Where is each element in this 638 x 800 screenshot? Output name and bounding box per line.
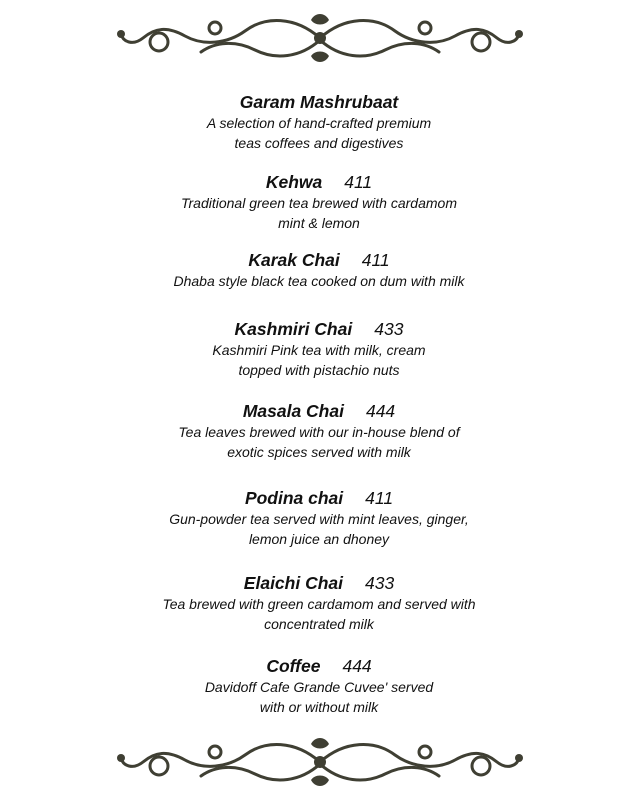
menu-item xyxy=(0,487,638,549)
item-description: exotic spices served with milk xyxy=(227,444,411,460)
item-description: topped with pistachio nuts xyxy=(238,362,400,378)
item-price: 411 xyxy=(344,172,373,192)
item-name: Kashmiri Chai xyxy=(234,319,353,339)
bottom-flourish-icon xyxy=(115,730,525,794)
item-description: concentrated milk xyxy=(264,616,374,632)
menu-item xyxy=(0,400,638,462)
item-description: Tea leaves brewed with our in-house blend of xyxy=(178,424,460,440)
item-description: lemon juice an dhoney xyxy=(248,531,390,547)
section-subtitle-line: teas coffees and digestives xyxy=(234,135,404,151)
item-price: 444 xyxy=(342,656,372,676)
item-description: Dhaba style black tea cooked on dum with milk xyxy=(173,273,465,289)
item-description: mint & lemon xyxy=(278,215,360,231)
item-name: Karak Chai xyxy=(248,250,340,270)
menu-item xyxy=(0,318,638,380)
item-description: with or without milk xyxy=(259,699,379,715)
item-name: Masala Chai xyxy=(242,401,344,421)
item-price: 444 xyxy=(365,401,396,421)
item-description: Davidoff Cafe Grande Cuvee' served xyxy=(204,679,434,695)
item-price: 411 xyxy=(361,250,390,270)
menu-header xyxy=(0,91,638,153)
item-description: Gun-powder tea served with mint leaves, ginger, xyxy=(169,511,469,527)
menu-item xyxy=(0,171,638,233)
menu-item xyxy=(0,249,638,291)
item-name: Kehwa xyxy=(265,172,323,192)
item-name: Elaichi Chai xyxy=(243,573,343,593)
item-name: Coffee xyxy=(266,656,321,676)
top-flourish-icon xyxy=(115,6,525,70)
section-subtitle-line: A selection of hand-crafted premium xyxy=(206,115,432,131)
item-price: 433 xyxy=(365,573,395,593)
menu-section-title: Garam Mashrubaat xyxy=(239,92,399,112)
item-description: Tea brewed with green cardamom and served with xyxy=(162,596,476,612)
item-name: Podina chai xyxy=(244,488,344,508)
menu-item xyxy=(0,655,638,717)
menu-item xyxy=(0,572,638,634)
item-price: 433 xyxy=(374,319,404,339)
item-description: Traditional green tea brewed with cardamom xyxy=(181,195,457,211)
item-price: 411 xyxy=(365,488,394,508)
item-description: Kashmiri Pink tea with milk, cream xyxy=(212,342,426,358)
